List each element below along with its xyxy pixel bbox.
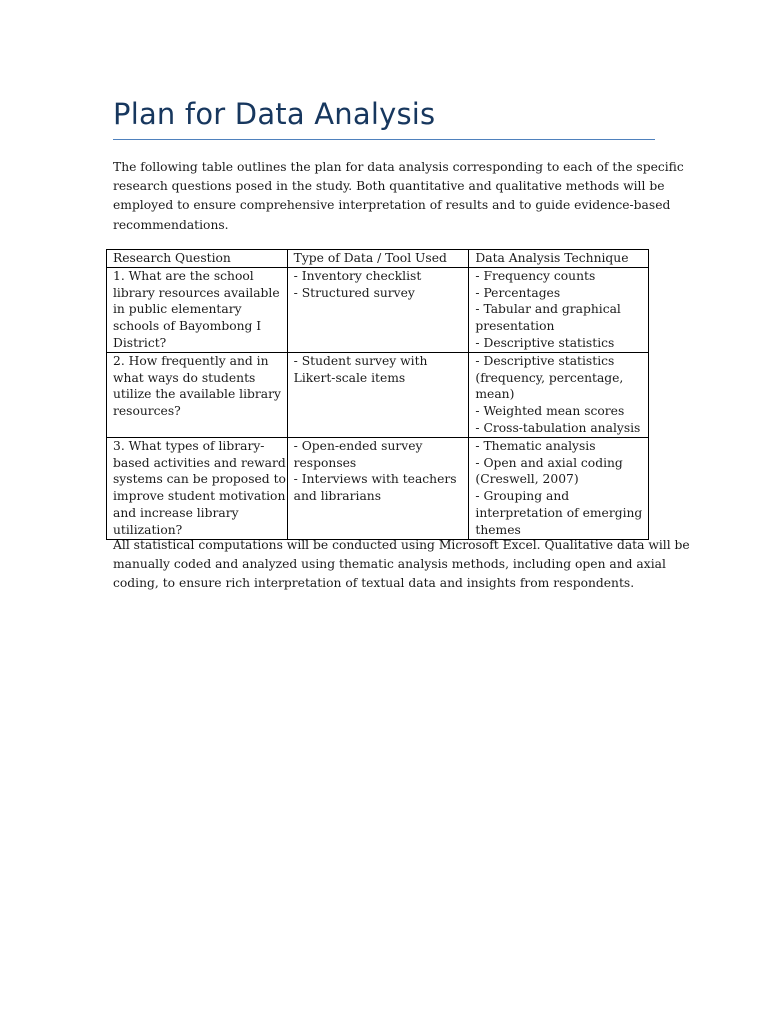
cell-line: - Descriptive statistics <box>475 353 615 368</box>
data-analysis-plan-table <box>106 249 649 540</box>
closing-line: All statistical computations will be conducted using Microsoft Excel. Qualitative data will be <box>113 538 690 552</box>
cell-line: mean) <box>475 387 515 402</box>
cell-line: based activities and reward <box>113 455 286 470</box>
cell-line: - Descriptive statistics <box>475 335 615 350</box>
intro-line: recommendations. <box>113 217 229 232</box>
cell-line: - Student survey with <box>293 353 428 368</box>
intro-line: employed to ensure comprehensive interpretation of results and to guide evidence-based <box>113 198 671 213</box>
analysis-technique-cell <box>469 267 649 352</box>
cell-line: utilization? <box>113 522 183 537</box>
cell-line: Likert-scale items <box>293 370 406 385</box>
header-label: Data Analysis Technique <box>475 251 629 265</box>
cell-line: - Grouping and <box>475 489 570 504</box>
table-row <box>107 267 649 352</box>
intro-paragraph <box>113 158 684 235</box>
cell-line: and librarians <box>293 489 382 504</box>
data-tool-cell <box>287 352 469 437</box>
cell-line: library resources available <box>113 285 280 300</box>
cell-line: utilize the available library <box>113 387 281 402</box>
cell-line: District? <box>113 335 167 350</box>
cell-line: - Tabular and graphical <box>475 302 621 317</box>
intro-line: The following table outlines the plan for data analysis corresponding to each of the specific <box>113 160 684 174</box>
cell-line: 3. What types of library- <box>113 438 265 453</box>
cell-line: schools of Bayombong I <box>113 319 262 334</box>
cell-line: systems can be proposed to <box>113 472 286 487</box>
header-label: Type of Data / Tool Used <box>293 251 447 265</box>
cell-line: - Weighted mean scores <box>475 404 625 419</box>
header-type-of-data <box>287 250 469 268</box>
cell-line: - Cross-tabulation analysis <box>475 420 641 435</box>
analysis-technique-cell <box>469 352 649 437</box>
research-question-cell <box>107 437 288 539</box>
closing-line: manually coded and analyzed using thematic analysis methods, including open and axial <box>113 557 666 572</box>
research-question-cell <box>107 352 288 437</box>
closing-paragraph <box>113 536 690 594</box>
research-question-cell <box>107 267 288 352</box>
cell-line: - Thematic analysis <box>475 438 596 453</box>
cell-line: presentation <box>475 319 555 334</box>
cell-line: 1. What are the school <box>113 268 254 283</box>
cell-line: - Open and axial coding <box>475 455 623 470</box>
table-row <box>107 437 649 539</box>
cell-line: - Structured survey <box>293 285 415 300</box>
data-tool-cell <box>287 437 469 539</box>
cell-line: (frequency, percentage, <box>475 370 624 385</box>
cell-line: interpretation of emerging <box>475 505 643 520</box>
page-title: Plan for Data Analysis <box>113 97 436 131</box>
cell-line: responses <box>293 455 357 470</box>
analysis-technique-cell <box>469 437 649 539</box>
cell-line: - Inventory checklist <box>293 268 422 283</box>
table-header-row <box>107 250 649 268</box>
cell-line: in public elementary <box>113 302 242 317</box>
cell-line: themes <box>475 522 521 537</box>
cell-line: - Interviews with teachers <box>293 472 457 487</box>
data-tool-cell <box>287 267 469 352</box>
cell-line: (Creswell, 2007) <box>475 472 579 487</box>
cell-line: what ways do students <box>113 370 256 385</box>
cell-line: - Open-ended survey <box>293 438 423 453</box>
cell-line: 2. How frequently and in <box>113 353 269 368</box>
header-label: Research Question <box>113 251 231 265</box>
title-underline-divider <box>113 139 655 140</box>
intro-line: research questions posed in the study. Both quantitative and qualitative methods will be <box>113 179 665 194</box>
cell-line: - Percentages <box>475 285 561 300</box>
cell-line: resources? <box>113 404 181 419</box>
cell-line: and increase library <box>113 505 239 520</box>
cell-line: improve student motivation <box>113 489 286 504</box>
closing-line: coding, to ensure rich interpretation of textual data and insights from respondents. <box>113 576 635 591</box>
table-row <box>107 352 649 437</box>
header-research-question <box>107 250 288 268</box>
header-analysis-technique <box>469 250 649 268</box>
cell-line: - Frequency counts <box>475 268 596 283</box>
